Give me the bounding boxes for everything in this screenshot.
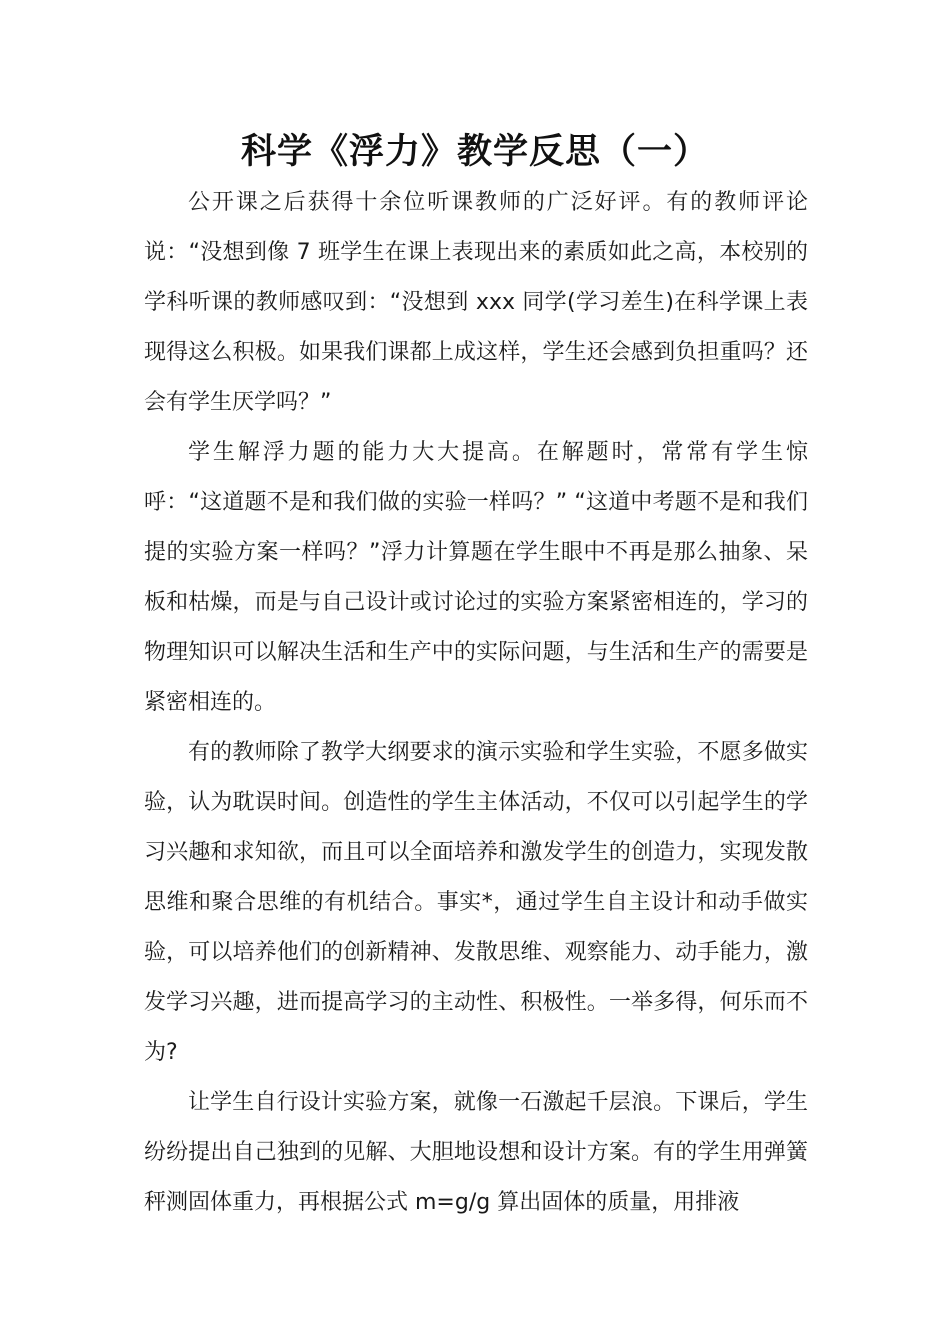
- paragraph-2: 学生解浮力题的能力大大提高。在解题时，常常有学生惊呼：“这道题不是和我们做的实验一样吗？” “这道中考题不是和我们提的实验方案一样吗？”浮力计算题在学生眼中不再是那么抽象、呆板和枯燥，而是与自己设计或讨论过的实验方案紧密相连的，学习的物理知识可以解决生活和生产中的实际问题，与生活和生产的需要是紧密相连的。: [144, 440, 808, 715]
- document-body: [144, 178, 808, 1228]
- paragraph-3: 有的教师除了教学大纲要求的演示实验和学生实验，不愿多做实验，认为耽误时间。创造性的学生主体活动，不仅可以引起学生的学习兴趣和求知欲，而且可以全面培养和激发学生的创造力，实现发散思维和聚合思维的有机结合。事实*，通过学生自主设计和动手做实验，可以培养他们的创新精神、发散思维、观察能力、动手能力，激发学习兴趣，进而提高学习的主动性、积极性。一举多得，何乐而不为?: [144, 740, 808, 1065]
- document-title: 科学《浮力》教学反思（一）: [240, 131, 709, 172]
- paragraph-4: 让学生自行设计实验方案，就像一石激起千层浪。下课后，学生纷纷提出自己独到的见解、大胆地设想和设计方案。有的学生用弹簧秤测固体重力，再根据公式 m=g/g 算出固体的质量，用排液: [144, 1090, 808, 1215]
- paragraph-1: 公开课之后获得十余位听课教师的广泛好评。有的教师评论说：“没想到像 7 班学生在课上表现出来的素质如此之高，本校别的学科听课的教师感叹到：“没想到 xxx 同学(学习差生)在科学课上表现得这么积极。如果我们课都上成这样，学生还会感到负担重吗？还会有学生厌学吗？”: [144, 190, 808, 415]
